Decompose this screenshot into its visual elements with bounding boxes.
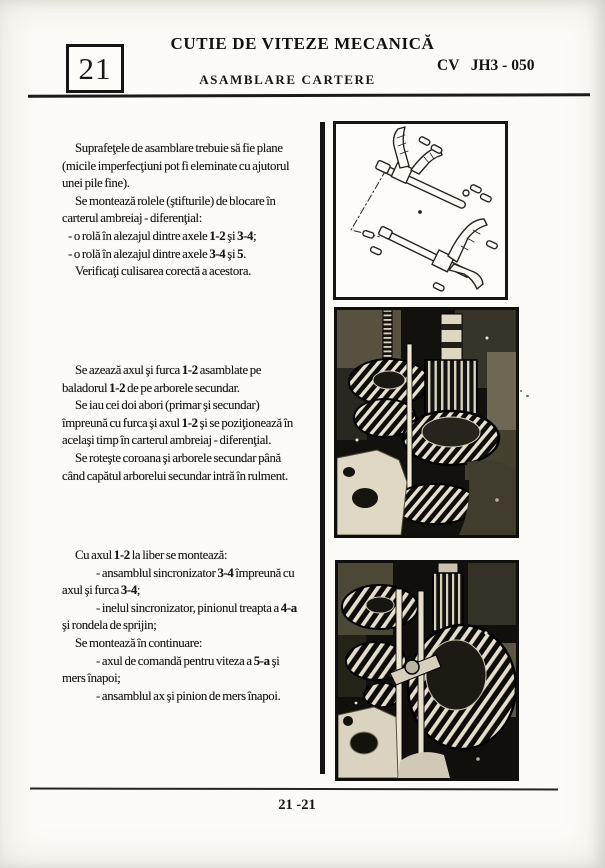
text-line: - axul de comandă pentru viteza a 5-a şi (96, 653, 280, 668)
text-line: când capătul arborelui secundar intră în rulment. (62, 468, 288, 483)
text-line: Verificaţi culisarea corectă a acestora. (75, 264, 252, 279)
page-title: CUTIE DE VITEZE MECANICĂ (170, 34, 435, 53)
text-line: Se montează în continuare: (75, 635, 203, 650)
text-line: - o rolă în alezajul dintre axele 3-4 şi 5. (68, 246, 247, 261)
doc-code: CV JH3 - 050 (437, 57, 535, 74)
gearbox-photo-1-graphic (337, 310, 516, 535)
text-line: - ansamblul ax şi pinion de mers înapoi. (96, 688, 281, 703)
text-line: - ansamblul sincronizator 3-4 împreună cu (96, 565, 295, 580)
text-line: împreună cu furca şi axul 1-2 şi se poziţionează în (62, 415, 293, 430)
scan-speckle (520, 390, 522, 392)
figure-gearbox-photo-1 (334, 307, 519, 538)
gearbox-photo-2-graphic (338, 563, 516, 778)
text-line: Se montează rolele (ştifturile) de blocare în (75, 193, 276, 208)
shift-forks-drawing-graphic (336, 124, 505, 297)
text-line: axul şi furca 3-4; (62, 583, 141, 598)
text-line: Se roteşte coroana şi arborele secundar până (75, 450, 281, 465)
text-line: carterul ambreiaj - diferenţial: (62, 211, 202, 226)
text-line: Se azează axul şi furca 1-2 asamblate pe (75, 363, 262, 377)
paragraph-block (62, 362, 322, 485)
text-line: Suprafeţele de asamblare trebuie să fie plane (75, 141, 283, 155)
text-line: Cu axul 1-2 la liber se montează: (75, 548, 228, 562)
page-number: 21 -21 (278, 797, 316, 813)
text-line: şi rondela de sprijin; (62, 618, 157, 633)
text-line: - o rolă în alezajul dintre axele 1-2 şi 3-4; (68, 228, 257, 243)
figure-shift-forks-drawing (333, 121, 508, 300)
scan-speckle (526, 395, 529, 397)
text-line: baladorul 1-2 de pe arborele secundar. (62, 380, 240, 395)
text-line: mers înapoi; (62, 671, 121, 686)
figure-gearbox-photo-2 (335, 560, 519, 781)
text-line: (micile imperfecţiuni pot fi eleminate cu ajutorul (62, 158, 290, 173)
text-line: - inelul sincronizator, pinionul treapta a 4-a (96, 600, 297, 615)
paragraph-block (62, 547, 322, 705)
chapter-number: 21 (78, 50, 112, 86)
text-column (62, 0, 322, 868)
text-line: acelaşi timp în carterul ambreiaj - diferenţial. (62, 433, 272, 448)
text-line: unei pile fine). (62, 176, 130, 191)
text-line: Se iau cei doi abori (primar şi secundar) (75, 398, 260, 413)
page-subtitle: ASAMBLARE CARTERE (199, 72, 376, 87)
paragraph-block (62, 140, 322, 281)
